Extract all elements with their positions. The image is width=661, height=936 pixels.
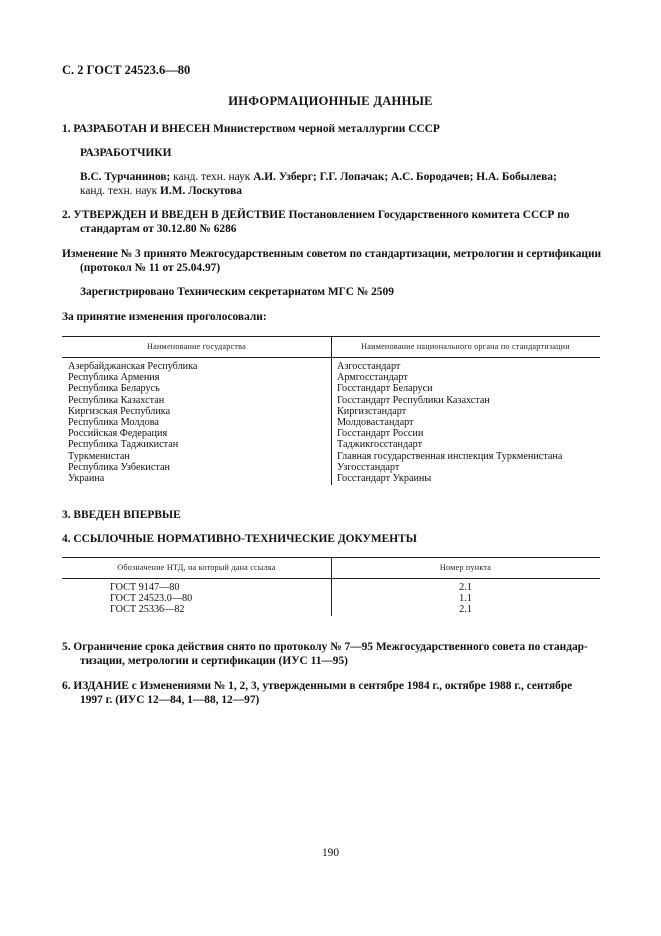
section-1-rest: Министерством черной металлургии СССР [210,123,440,135]
table-row: Республика Узбекистан [68,461,170,473]
table-row: Республика Молдова [68,417,159,429]
table-row: Республика Беларусь [68,383,160,395]
table-2-points-column [331,582,600,616]
table-cell: Госстандарт России [337,428,424,440]
table-1-column-divider [331,336,332,485]
section-6-line-1: 6. ИЗДАНИЕ с Изменениями № 1, 2, 3, утвержденными в сентябре 1984 г., октябре 1988 г., сентябре [62,680,573,692]
section-3: 3. ВВЕДЕН ВПЕРВЫЕ [62,509,181,521]
voted-line: За принятие изменения проголосовали: [62,311,267,323]
table-1-header-state: Наименование государства [147,342,246,351]
table-row: Украина [68,473,105,485]
registered-line: Зарегистрировано Техническим секретариатом МГС № 2509 [80,286,394,298]
document-title: ИНФОРМАЦИОННЫЕ ДАННЫЕ [228,94,433,108]
table-cell: 2.1 [459,582,472,593]
table-cell: 2.1 [459,604,472,616]
section-1-lead: 1. РАЗРАБОТАН И ВНЕСЕН [62,123,211,135]
section-2-line-2: стандартам от 30.12.80 № 6286 [80,223,237,235]
table-2-docs-column [110,582,192,616]
table-row: Азербайджанская Республика [68,361,198,372]
table-cell: Главная государственная инспекция Туркменистана [337,450,563,462]
table-row: Туркменистан [68,450,130,462]
table-row: Киргизская Республика [68,405,171,417]
table-row: ГОСТ 24523.0—80 [110,593,193,605]
developers-line-1: В.С. Турчанинов; канд. техн. наук А.И. Узберг; Г.Г. Лопачак; А.С. Бородачев; Н.А. Бобылева; [80,171,557,183]
section-4: 4. ССЫЛОЧНЫЕ НОРМАТИВНО-ТЕХНИЧЕСКИЕ ДОКУМЕНТЫ [62,533,417,545]
table-cell: Азгосстандарт [337,361,401,372]
table-cell: Госстандарт Беларуси [337,383,433,395]
section-2-line-1: 2. УТВЕРЖДЕН И ВВЕДЕН В ДЕЙСТВИЕ Постановлением Государственного комитета СССР по [62,209,570,221]
table-cell: Армгосстандарт [337,372,408,384]
table-2-header-doc: Обозначение НТД, на который дана ссылка [117,563,276,572]
section-6-line-2: 1997 г. (ИУС 12—84, 1—88, 12—97) [80,694,260,706]
developers-line-2-text: канд. техн. наук И.М. Лоскутова [80,185,242,197]
table-cell: 1.1 [459,593,472,605]
table-cell: Таджикгосстандарт [337,439,423,451]
table-1-header-body: Наименование национального органа по стандартизации [361,342,570,351]
table-row: Республика Армения [68,372,160,384]
table-row: Республика Казахстан [68,394,165,406]
table-cell: Узгосстандарт [337,461,400,473]
table-cell: Госстандарт Республики Казахстан [337,394,490,406]
table-cell: Молдовастандарт [337,417,414,429]
table-1-states-column [68,361,197,484]
table-row: Российская Федерация [68,428,168,440]
change-line-2: (протокол № 11 от 25.04.97) [80,262,221,274]
table-1-bodies-column [337,361,562,484]
table-2-header-point: Номер пункта [439,563,492,572]
developers-heading: РАЗРАБОТЧИКИ [80,147,172,159]
table-row: ГОСТ 25336—82 [110,604,185,616]
developers-line-2 [80,184,242,198]
section-5-line-2: тизации, метрологии и сертификации (ИУС 11—95) [80,655,348,667]
table-cell: Госстандарт Украины [337,473,432,485]
table-row: Республика Таджикистан [68,439,179,451]
section-5-line-1: 5. Ограничение срока действия снято по протоколу № 7—95 Межгосударственного совета по стандар- [62,641,588,653]
page-number: 190 [321,847,340,859]
section-1 [62,122,440,136]
table-row: ГОСТ 9147—80 [110,582,180,593]
change-line-1: Изменение № 3 принято Межгосударственным советом по стандартизации, метрологии и сертификации [62,248,602,260]
page-header: С. 2 ГОСТ 24523.6—80 [62,63,191,77]
table-cell: Киргизстандарт [337,405,407,417]
